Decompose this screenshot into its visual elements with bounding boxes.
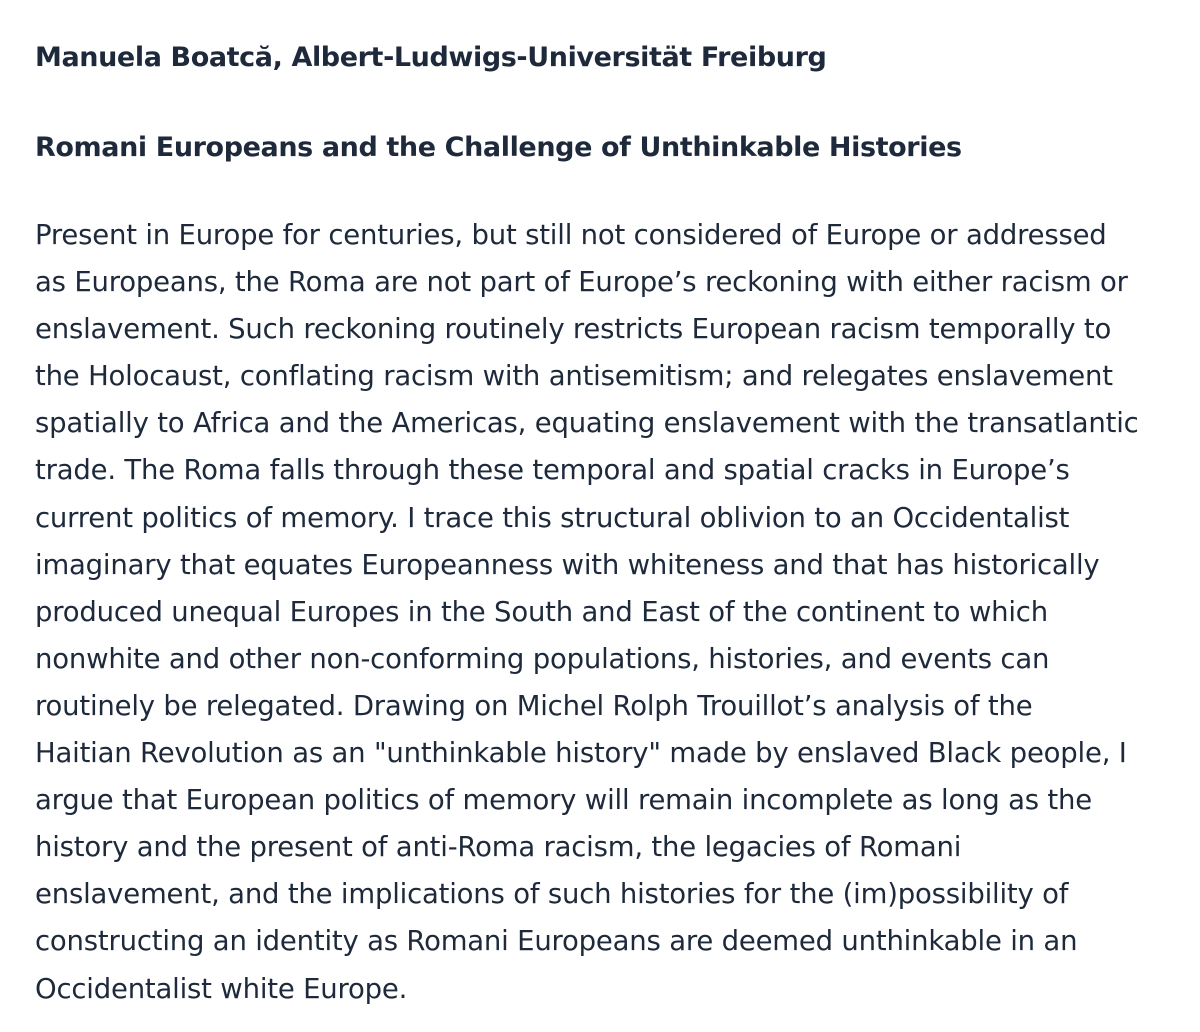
abstract-line: as Europeans, the Roma are not part of Europe’s reckoning with either racism or bbox=[35, 266, 1128, 299]
abstract-line: argue that European politics of memory will remain incomplete as long as the bbox=[35, 784, 1092, 817]
abstract-line: Present in Europe for centuries, but still not considered of Europe or addressed bbox=[35, 219, 1107, 251]
abstract-line: routinely be relegated. Drawing on Michel Rolph Trouillot’s analysis of the bbox=[35, 689, 1033, 722]
abstract-line: current politics of memory. I trace this structural oblivion to an Occidentalist bbox=[35, 501, 1070, 534]
abstract-line: the Holocaust, conflating racism with antisemitism; and relegates enslavement bbox=[35, 360, 1113, 393]
abstract-line: constructing an identity as Romani Europeans are deemed unthinkable in an bbox=[35, 925, 1078, 958]
document bbox=[35, 38, 1165, 1013]
abstract-line: enslavement. Such reckoning routinely restricts European racism temporally to bbox=[35, 313, 1112, 346]
abstract-line: Occidentalist white Europe. bbox=[35, 972, 408, 1005]
abstract-line: history and the present of anti-Roma racism, the legacies of Romani bbox=[35, 831, 962, 864]
abstract-line: Haitian Revolution as an "unthinkable history" made by enslaved Black people, I bbox=[35, 737, 1127, 770]
abstract-line: imaginary that equates Europeanness with whiteness and that has historically bbox=[35, 548, 1100, 581]
abstract-line: trade. The Roma falls through these temporal and spatial cracks in Europe’s bbox=[35, 454, 1070, 487]
paper-title: Romani Europeans and the Challenge of Unthinkable Histories bbox=[35, 132, 962, 163]
abstract-line: spatially to Africa and the Americas, equating enslavement with the transatlantic bbox=[35, 407, 1139, 440]
abstract-line: nonwhite and other non-conforming populations, histories, and events can bbox=[35, 642, 1050, 675]
author-affiliation: Manuela Boatcă, Albert-Ludwigs-Universität Freiburg bbox=[35, 42, 827, 73]
abstract-line: enslavement, and the implications of such histories for the (im)possibility of bbox=[35, 878, 1069, 911]
abstract-line: produced unequal Europes in the South and East of the continent to which bbox=[35, 595, 1048, 628]
abstract-paragraph bbox=[35, 212, 1165, 1013]
